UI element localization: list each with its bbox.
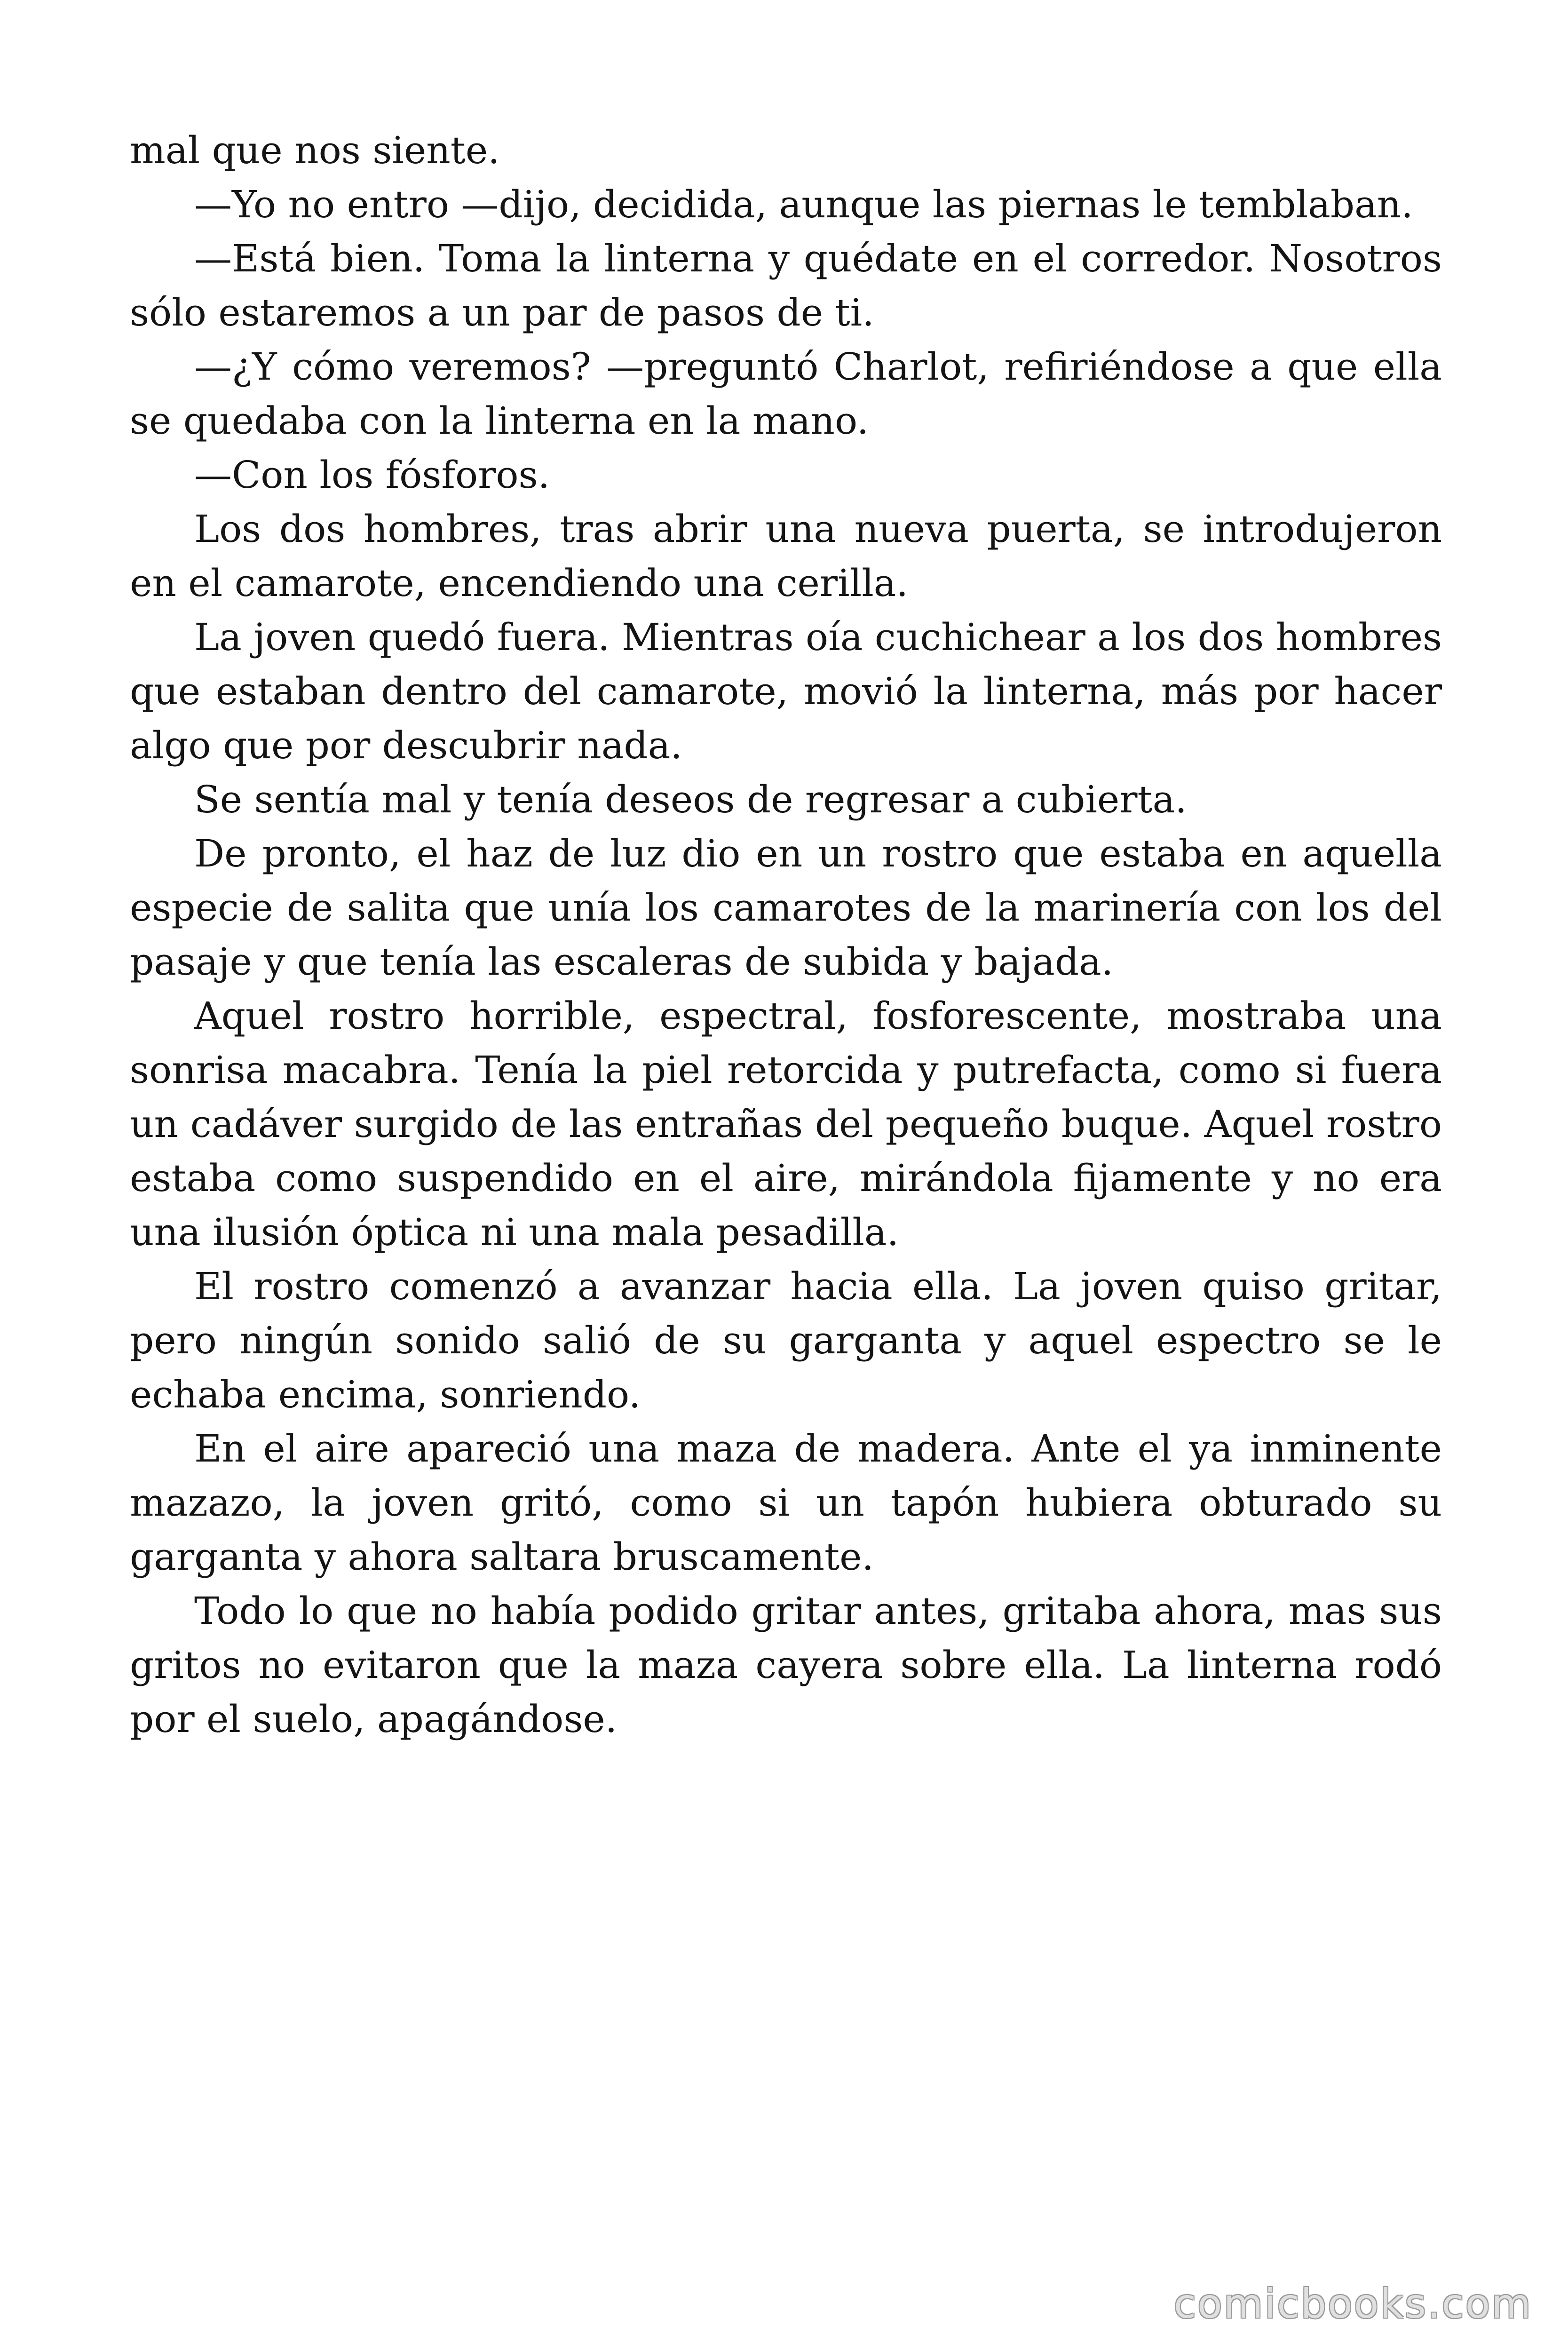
paragraph: De pronto, el haz de luz dio en un rostro que estaba en aquella especie de salita que unía los camarotes de la marinería con los del pasaje y que tenía las escaleras de subida y bajada. <box>130 832 1442 984</box>
watermark: comicbooks.com <box>1173 2280 1532 2328</box>
paragraph: —Yo no entro —dijo, decidida, aunque las piernas le temblaban. <box>194 183 1413 226</box>
paragraph: —Con los fósforos. <box>194 453 550 497</box>
paragraph: —Está bien. Toma la linterna y quédate en el corredor. Nosotros sólo estaremos a un par de pasos de ti. <box>130 237 1442 334</box>
paragraph: —¿Y cómo veremos? —preguntó Charlot, refiriéndose a que ella se quedaba con la linterna en la mano. <box>130 345 1442 443</box>
paragraph: Todo lo que no había podido gritar antes, gritaba ahora, mas sus gritos no evitaron que la maza cayera sobre ella. La linterna rodó por el suelo, apagándose. <box>130 1589 1442 1741</box>
paragraph: Aquel rostro horrible, espectral, fosforescente, mostraba una sonrisa macabra. Tenía la piel retorcida y putrefacta, como si fuera un cadáver surgido de las entrañas del pequeño buque. Aquel rostro estaba como suspendido en el aire, mirándola fijamente y no era una ilusión óptica ni una mala pesadilla. <box>130 994 1442 1254</box>
page-text <box>130 123 1442 1746</box>
paragraph: El rostro comenzó a avanzar hacia ella. La joven quiso gritar, pero ningún sonido salió de su garganta y aquel espectro se le echaba encima, sonriendo. <box>130 1264 1442 1416</box>
paragraph: mal que nos siente. <box>130 128 500 172</box>
paragraph: Se sentía mal y tenía deseos de regresar a cubierta. <box>194 778 1187 821</box>
paragraph: En el aire apareció una maza de madera. Ante el ya inminente mazazo, la joven gritó, como si un tapón hubiera obturado su garganta y ahora saltara bruscamente. <box>130 1427 1442 1579</box>
paragraph: Los dos hombres, tras abrir una nueva puerta, se introdujeron en el camarote, encendiendo una cerilla. <box>130 507 1442 605</box>
paragraph: La joven quedó fuera. Mientras oía cuchichear a los dos hombres que estaban dentro del camarote, movió la linterna, más por hacer algo que por descubrir nada. <box>130 615 1442 767</box>
